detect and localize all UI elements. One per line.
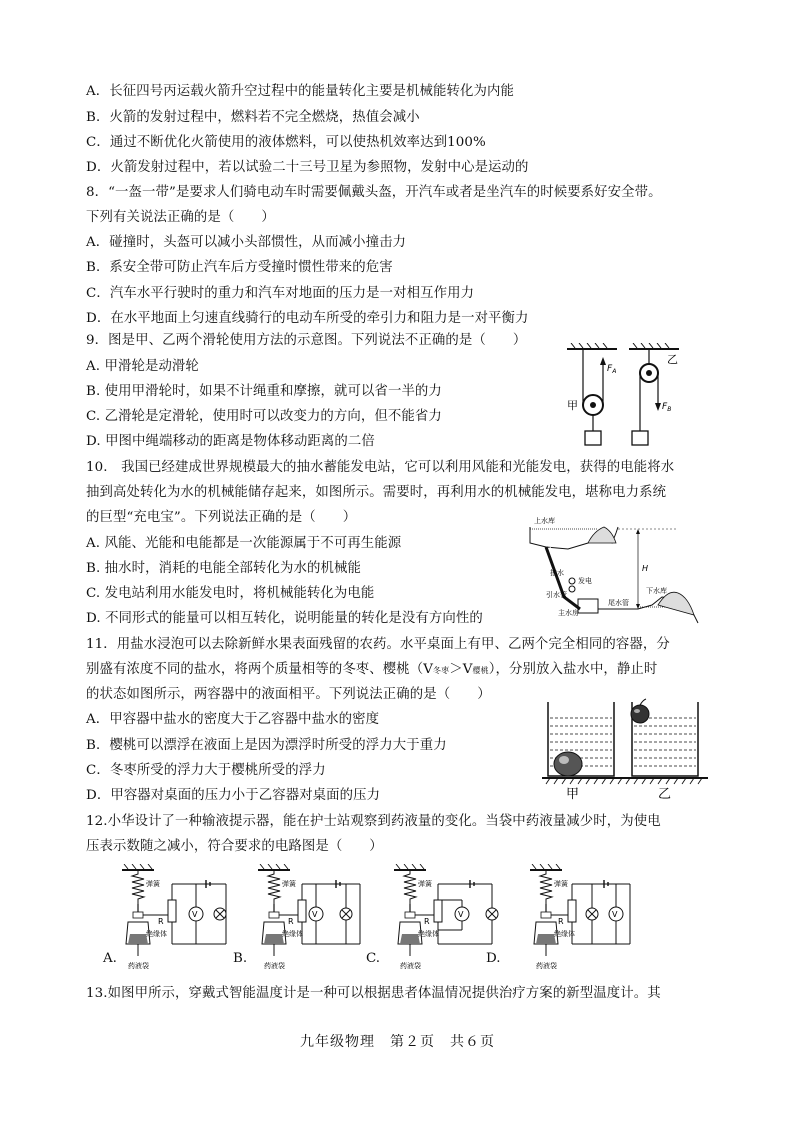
question-9-stem: 9．图是甲、乙两个滑轮使用方法的示意图。下列说法不正确的是（ ） xyxy=(86,333,527,348)
question-10-stem-3: 的巨型“充电宝”。下列说法正确的是（ ） xyxy=(86,510,357,525)
resistor-label-b: R xyxy=(288,917,294,926)
option-8c: C．汽车水平行驶时的重力和汽车对地面的压力是一对相互作用力 xyxy=(86,286,475,301)
question-11-stem-2 xyxy=(86,660,657,681)
question-12-stem-1: 12.小华设计了一种输液提示器，能在护士站观察到药液量的变化。当袋中药液量减少时，为使电 xyxy=(86,814,661,829)
question-8-stem-1: 8．“一盔一带”是要求人们骑电动车时需要佩戴头盔，开汽车或者是坐汽车的时候要系好安全带。 xyxy=(86,185,662,200)
label-tailrace: 尾水管 xyxy=(608,599,629,607)
option-10d: D. 不同形式的能量可以相互转化，说明能量的转化是没有方向性的 xyxy=(86,611,483,626)
container-label-yi: 乙 xyxy=(658,787,672,802)
circuit-option-a xyxy=(122,864,226,970)
resistor-label-a: R xyxy=(158,917,164,926)
label-lower-reservoir: 下水库 xyxy=(646,587,667,595)
voltmeter-label-c: V xyxy=(458,910,464,919)
question-11-stem-3: 的状态如图所示，两容器中的液面相平。下列说法正确的是（ ） xyxy=(86,687,491,702)
pulley-label-jia: 甲 xyxy=(567,399,578,412)
option-8a: A．碰撞时，头盔可以减小头部惯性，从而减小撞击力 xyxy=(86,235,407,250)
q11-text: 别盛有浓度不同的盐水，将两个质量相等的冬枣、樱桃（V xyxy=(86,662,434,677)
pulley-label-yi: 乙 xyxy=(667,353,678,366)
option-11b: B．樱桃可以漂浮在液面上是因为漂浮时所受的浮力大于重力 xyxy=(86,738,447,753)
label-generate: 发电 xyxy=(578,577,592,585)
circuit-letter-a: A. xyxy=(103,951,117,966)
question-12-stem-2: 压表示数随之减小，符合要求的电路图是（ ） xyxy=(86,839,383,854)
voltmeter-label-a: V xyxy=(192,910,198,919)
spring-label-b: 弹簧 xyxy=(282,880,296,888)
q11-gt: ＞V xyxy=(449,662,473,677)
label-upper-reservoir: 上水库 xyxy=(534,517,555,525)
resistor-label-c: R xyxy=(424,917,430,926)
insulator-label-b: 绝缘体 xyxy=(282,930,303,938)
label-house: 主水房 xyxy=(558,609,579,617)
option-10c: C. 发电站利用水能发电时，将机械能转化为电能 xyxy=(86,586,375,601)
question-11-stem-1: 11．用盐水浸泡可以去除新鲜水果表面残留的农药。水平桌面上有甲、乙两个完全相同的容器，分 xyxy=(86,637,670,652)
page-footer: 九年级物理 第２页 共６页 xyxy=(300,1034,495,1050)
bag-label-b: 药液袋 xyxy=(264,962,285,970)
option-7a: A．长征四号丙运载火箭升空过程中的能量转化主要是机械能转化为内能 xyxy=(86,84,514,99)
option-7c: C．通过不断优化火箭使用的液体燃料，可以使热机效率达到100% xyxy=(86,135,486,150)
label-pipe: 引水管 xyxy=(546,591,567,599)
spring-label-a: 弹簧 xyxy=(146,880,160,888)
circuit-option-d xyxy=(530,864,630,970)
q11-sub-yingtao: 樱桃 xyxy=(472,666,489,675)
label-height: H xyxy=(642,564,649,573)
insulator-label-c: 绝缘体 xyxy=(418,930,439,938)
question-10-stem-2: 抽到高处转化为水的机械能储存起来，如图所示。需要时，再利用水的机械能发电，堪称电力系统 xyxy=(86,485,667,500)
circuit-option-b xyxy=(258,864,360,970)
bag-label-c: 药液袋 xyxy=(400,962,421,970)
question-13-stem: 13.如图甲所示，穿戴式智能温度计是一种可以根据患者体温情况提供治疗方案的新型温度计。其 xyxy=(86,986,661,1001)
bag-label-a: 药液袋 xyxy=(128,962,149,970)
option-8d: D．在水平地面上匀速直线骑行的电动车所受的牵引力和阻力是一对平衡力 xyxy=(86,311,529,326)
force-label-fa: $F_A$ xyxy=(607,364,617,375)
circuit-letter-b: B. xyxy=(233,951,248,966)
option-9a: A. 甲滑轮是动滑轮 xyxy=(86,359,199,374)
option-11c: C．冬枣所受的浮力大于樱桃所受的浮力 xyxy=(86,763,326,778)
pumped-storage-figure xyxy=(528,513,703,638)
option-9d: D. 甲图中绳端移动的距离是物体移动距离的二倍 xyxy=(86,434,375,449)
q11-rest: ），分别放入盐水中，静止时 xyxy=(488,662,658,677)
container-label-jia: 甲 xyxy=(566,787,580,802)
voltmeter-label-b: V xyxy=(312,910,318,919)
option-9b: B. 使用甲滑轮时，如果不计绳重和摩擦，就可以省一半的力 xyxy=(86,384,442,399)
resistor-label-d: R xyxy=(558,917,564,926)
option-7b: B．火箭的发射过程中，燃料若不完全燃烧，热值会减小 xyxy=(86,110,420,125)
option-10b: B. 抽水时，消耗的电能全部转化为水的机械能 xyxy=(86,561,361,576)
option-7d: D．火箭发射过程中，若以试验二十三号卫星为参照物，发射中心是运动的 xyxy=(86,160,529,175)
insulator-label-d: 绝缘体 xyxy=(554,930,575,938)
option-8b: B．系安全带可防止汽车后方受撞时惯性带来的危害 xyxy=(86,260,393,275)
option-11a: A．甲容器中盐水的密度大于乙容器中盐水的密度 xyxy=(86,712,380,727)
bag-label-d: 药液袋 xyxy=(536,962,557,970)
pulley-figure xyxy=(563,343,693,453)
insulator-label-a: 绝缘体 xyxy=(146,930,167,938)
question-8-stem-2: 下列有关说法正确的是（ ） xyxy=(86,210,275,225)
containers-figure xyxy=(540,698,710,803)
option-11d: D．甲容器对桌面的压力小于乙容器对桌面的压力 xyxy=(86,788,381,803)
circuit-letter-c: C. xyxy=(366,951,381,966)
circuit-option-c xyxy=(394,864,498,970)
spring-label-c: 弹簧 xyxy=(418,880,432,888)
circuit-letter-d: D. xyxy=(486,951,501,966)
question-10-stem-1: 10. 我国已经建成世界规模最大的抽水蓄能发电站，它可以利用风能和光能发电，获得的电能将水 xyxy=(86,460,675,475)
q11-sub-dongzao: 冬枣 xyxy=(433,666,450,675)
voltmeter-label-d: V xyxy=(612,910,618,919)
label-pump: 抽水 xyxy=(550,569,564,577)
option-10a: A. 风能、光能和电能都是一次能源属于不可再生能源 xyxy=(86,536,402,551)
force-label-fb: $F_B$ xyxy=(662,402,672,413)
option-9c: C. 乙滑轮是定滑轮，使用时可以改变力的方向，但不能省力 xyxy=(86,409,442,424)
spring-label-d: 弹簧 xyxy=(554,880,568,888)
